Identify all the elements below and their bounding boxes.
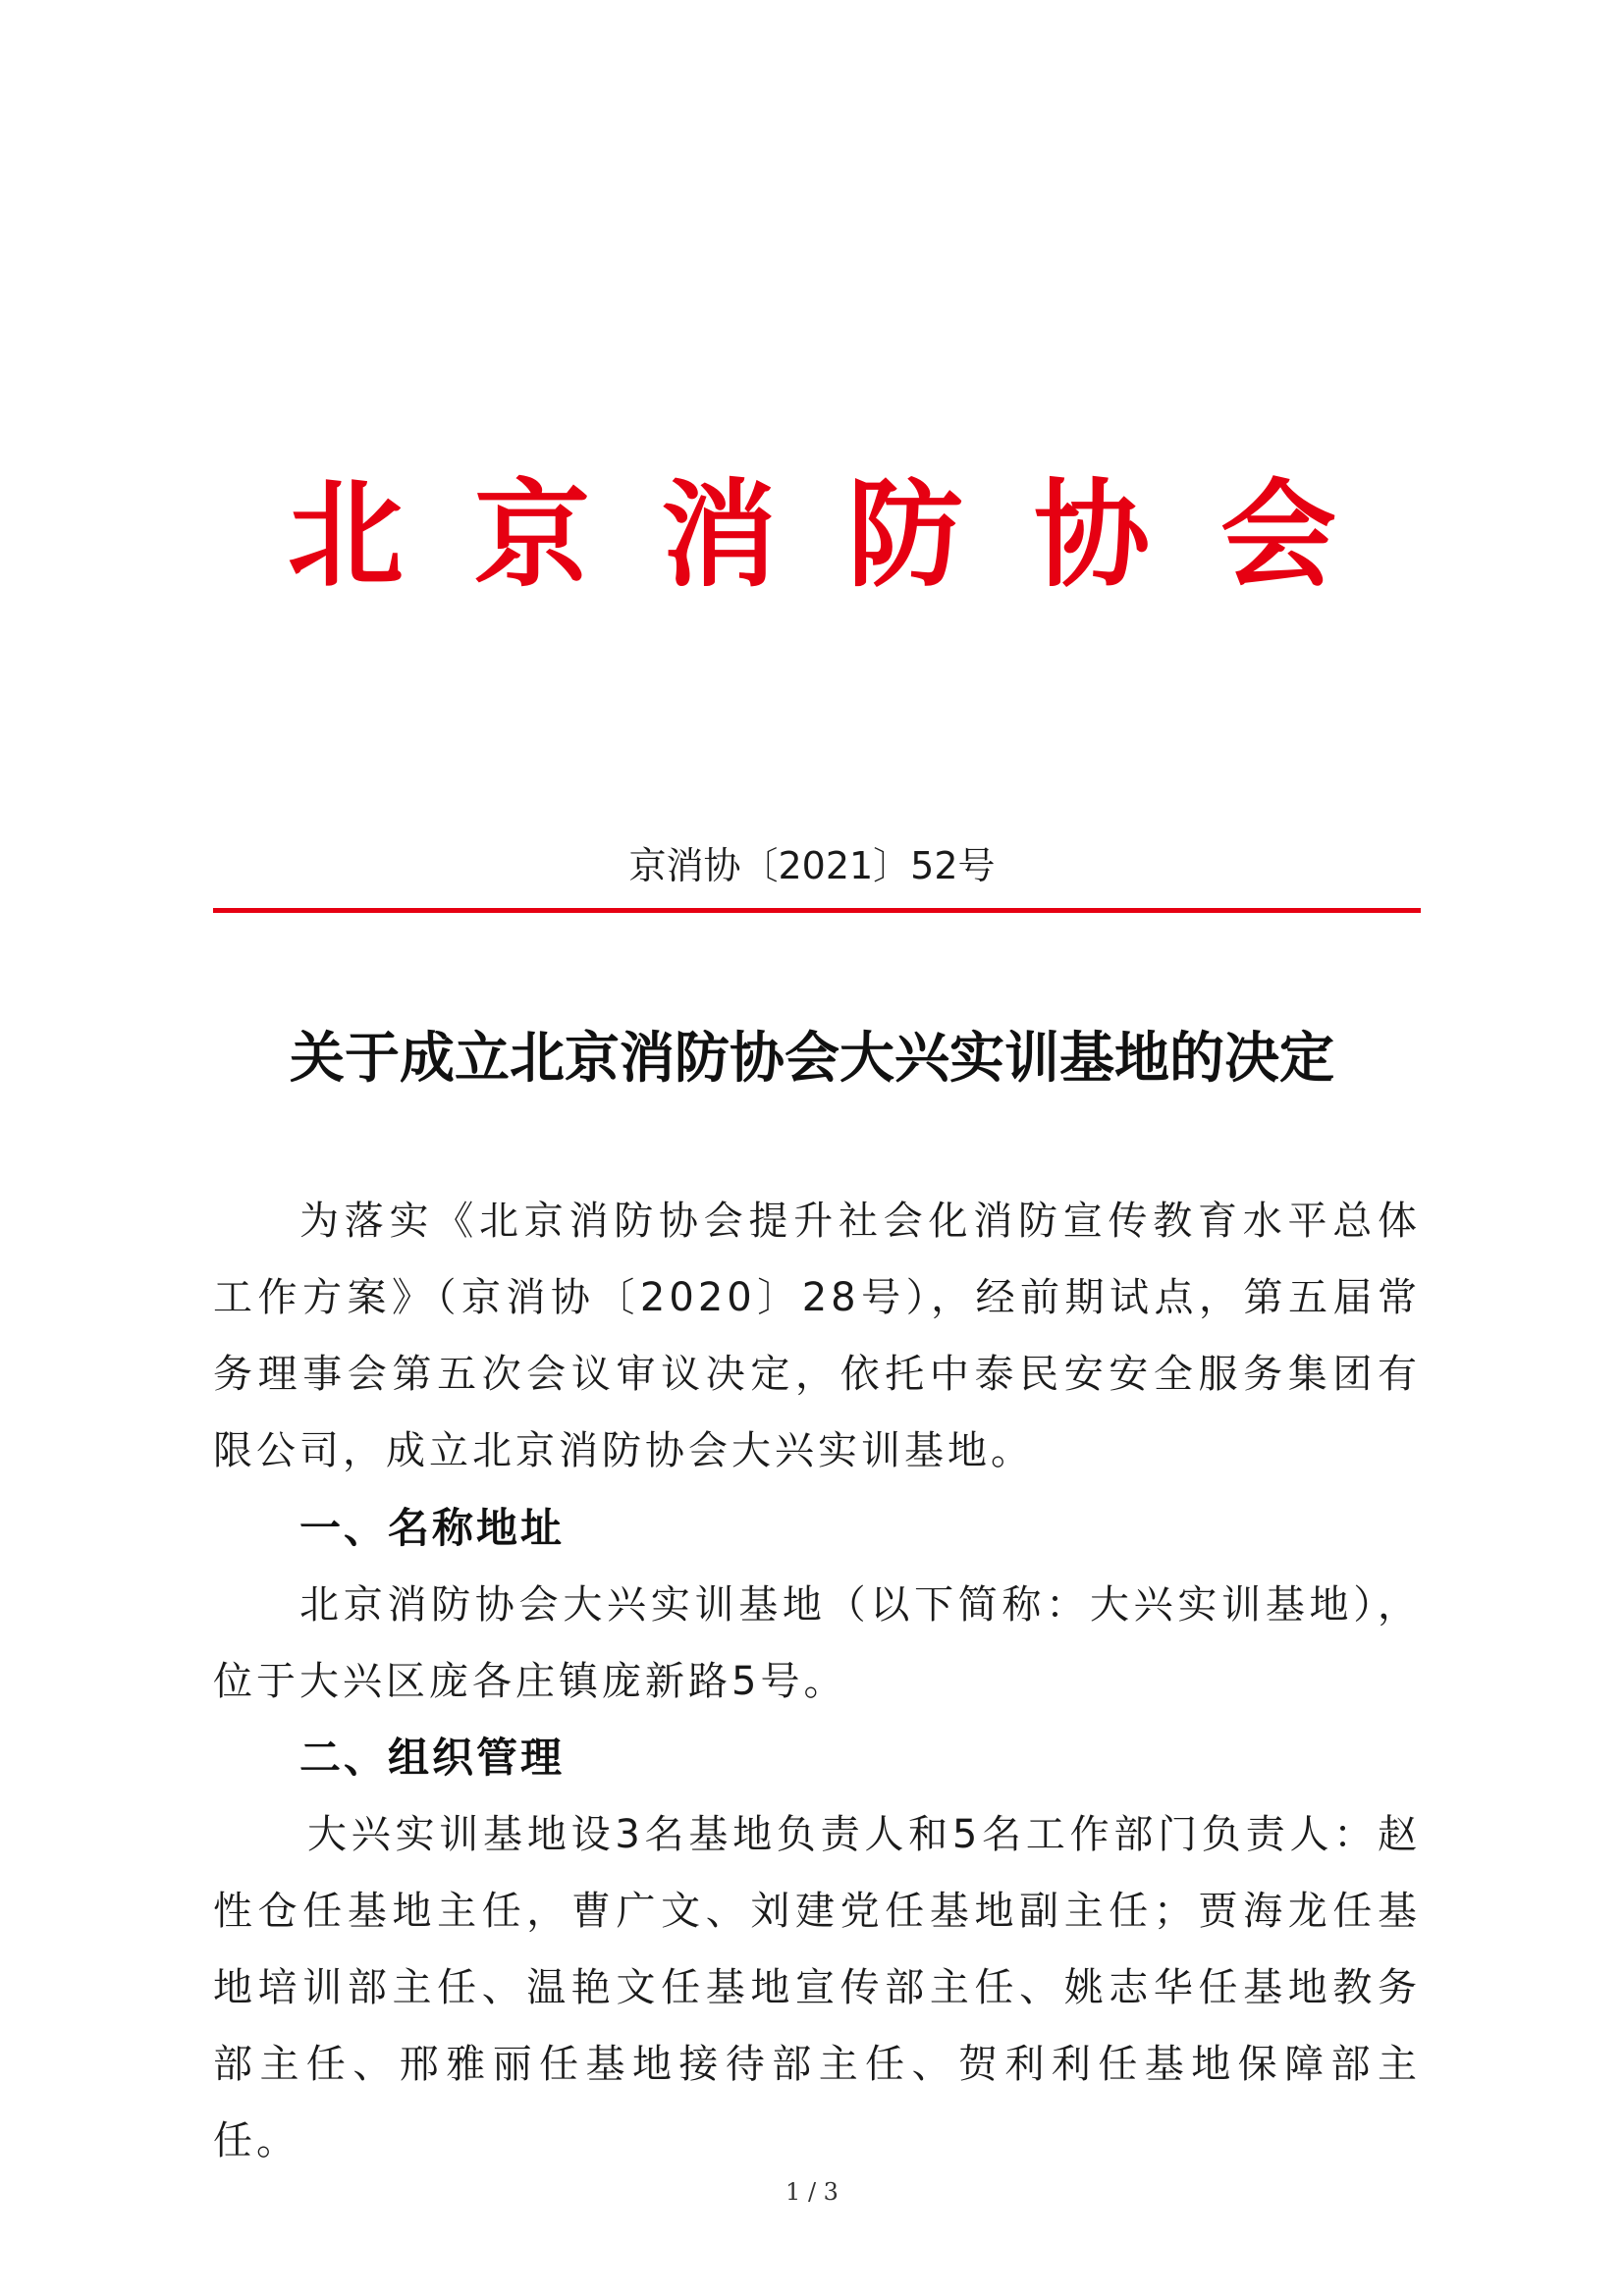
section-paragraph-name-address: 北京消防协会大兴实训基地（以下简称：大兴实训基地），位于大兴区庞各庄镇庞新路5号。 [213,1582,1421,1704]
document-number: 京消协〔2021〕52号 [628,844,996,887]
document-title: 关于成立北京消防协会大兴实训基地的决定 [290,1026,1334,1091]
organization-masthead: 北京消防协会 [287,466,1407,603]
intro-paragraph: 为落实《北京消防协会提升社会化消防宣传教育水平总体工作方案》（京消协〔2020〕28号），经前期试点，第五届常务理事会第五次会议审议决定，依托中泰民安安全服务集团有限公司，成立北京消防协会大兴实训基地。 [213,1199,1421,1473]
red-divider-line [213,908,1421,913]
section-heading-name-address: 一、名称地址 [299,1504,566,1552]
page-number: 1 / 3 [785,2178,839,2206]
section-heading-organization: 二、组织管理 [299,1734,566,1782]
section-paragraph-organization: 大兴实训基地设3名基地负责人和5名工作部门负责人：赵性仓任基地主任，曹广文、刘建党任基地副主任；贾海龙任基地培训部主任、温艳文任基地宣传部主任、姚志华任基地教务部主任、邢雅丽任基地接待部主任、贺利利任基地保障部主任。 [213,1812,1421,2163]
